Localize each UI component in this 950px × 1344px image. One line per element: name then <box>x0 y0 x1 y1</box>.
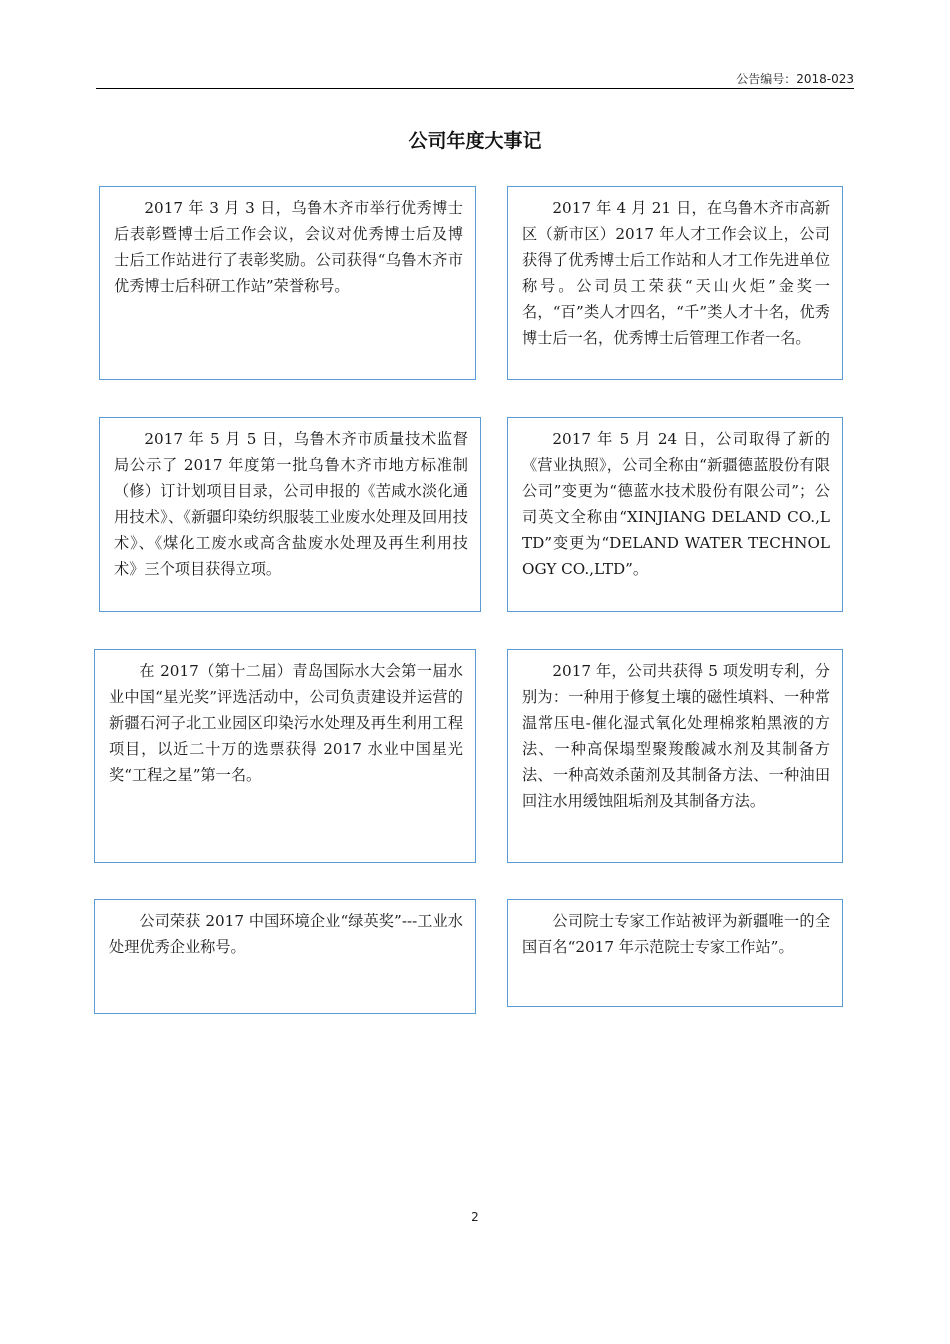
event-box-3 <box>99 417 481 612</box>
page-title: 公司年度大事记 <box>408 130 542 152</box>
event-box-7 <box>94 899 476 1014</box>
event-box-6 <box>507 649 843 863</box>
page-number: 2 <box>471 1210 479 1224</box>
announcement-code: 公告编号：2018-023 <box>736 72 854 86</box>
event-text: 在 2017（第十二届）青岛国际水大会第一届水业中国“星光奖”评选活动中，公司负责建设并运营的新疆石河子北工业园区印染污水处理及再生利用工程项目，以近二十万的选票获得 2017 水业中国星光奖“工程之星”第一名。 <box>109 662 463 784</box>
event-text: 2017 年 5 月 24 日，公司取得了新的《营业执照》，公司全称由“新疆德蓝股份有限公司”变更为“德蓝水技术股份有限公司”；公司英文全称由“XINJIANG DELAND CO.,LTD”变更为“DELAND WATER TECHNOLOGY CO.,LTD”。 <box>522 430 830 578</box>
event-text: 2017 年 4 月 21 日，在乌鲁木齐市高新区（新市区）2017 年人才工作会议上，公司获得了优秀博士后工作站和人才工作先进单位称号。公司员工荣获“天山火炬”金奖一名，“百”类人才四名，“千”类人才十名，优秀博士后一名，优秀博士后管理工作者一名。 <box>522 199 830 347</box>
event-box-8 <box>507 899 843 1007</box>
event-text: 2017 年 5 月 5 日，乌鲁木齐市质量技术监督局公示了 2017 年度第一批乌鲁木齐市地方标准制（修）订计划项目目录，公司申报的《苦咸水淡化通用技术》、《新疆印染纺织服装工业废水处理及回用技术》、《煤化工废水或高含盐废水处理及再生利用技术》三个项目获得立项。 <box>114 430 468 578</box>
event-box-2 <box>507 186 843 380</box>
event-text: 2017 年 3 月 3 日，乌鲁木齐市举行优秀博士后表彰暨博士后工作会议，会议对优秀博士后及博士后工作站进行了表彰奖励。公司获得“乌鲁木齐市优秀博士后科研工作站”荣誉称号。 <box>114 199 463 295</box>
event-box-5 <box>94 649 476 863</box>
event-text: 2017 年，公司共获得 5 项发明专利，分别为：一种用于修复土壤的磁性填料、一种常温常压电-催化湿式氧化处理棉浆粕黑液的方法、一种高保塌型聚羧酸减水剂及其制备方法、一种高效杀菌剂及其制备方法、一种油田回注水用缓蚀阻垢剂及其制备方法。 <box>522 662 830 810</box>
event-text: 公司院士专家工作站被评为新疆唯一的全国百名“2017 年示范院士专家工作站”。 <box>522 912 830 956</box>
event-box-1 <box>99 186 476 380</box>
header-divider <box>96 88 854 89</box>
event-box-4 <box>507 417 843 612</box>
event-text: 公司荣获 2017 中国环境企业“绿英奖”---工业水处理优秀企业称号。 <box>109 912 463 956</box>
